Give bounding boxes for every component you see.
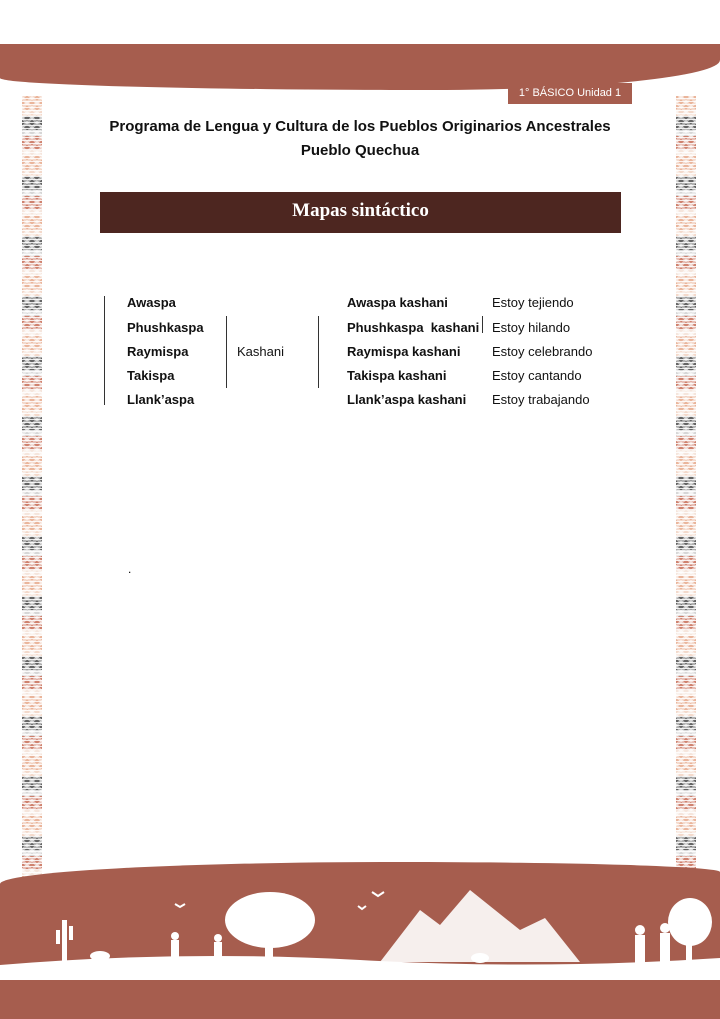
people-title: Pueblo Quechua (300, 142, 420, 159)
translation: Estoy tejiendo (492, 295, 574, 310)
combined-phrase: Phushkaspa kashani (347, 320, 480, 335)
aux-right-line (318, 316, 319, 388)
root-word: Llank’aspa (127, 392, 195, 407)
right-woven-border (676, 96, 696, 886)
combined-phrase: Takispa kashani (347, 368, 447, 383)
translation: Estoy trabajando (492, 392, 590, 407)
landscape-silhouette-illustration (0, 870, 720, 980)
auxiliary-word: Kashani (237, 344, 284, 359)
translation: Estoy cantando (492, 368, 582, 383)
left-woven-border (22, 96, 42, 892)
root-word: Phushkaspa (127, 320, 204, 335)
program-title: Programa de Lengua y Cultura de los Pueblos Originarios Ancestrales (109, 118, 611, 135)
aux-left-line (226, 316, 227, 388)
grade-unit-badge: 1° BÁSICO Unidad 1 (508, 83, 632, 104)
combined-phrase: Awaspa kashani (347, 295, 448, 310)
stray-period: . (128, 562, 132, 576)
translation: Estoy hilando (492, 320, 571, 335)
combined-phrase: Raymispa kashani (347, 344, 461, 359)
translation-divider (482, 316, 483, 333)
section-title: Mapas sintáctico (100, 192, 621, 233)
grade-tab-connector (591, 70, 595, 84)
translation: Estoy celebrando (492, 344, 593, 359)
root-word: Awaspa (127, 295, 176, 310)
combined-phrase: Llank’aspa kashani (347, 392, 467, 407)
root-bracket-line (104, 296, 105, 405)
root-word: Takispa (127, 368, 175, 383)
root-word: Raymispa (127, 344, 189, 359)
